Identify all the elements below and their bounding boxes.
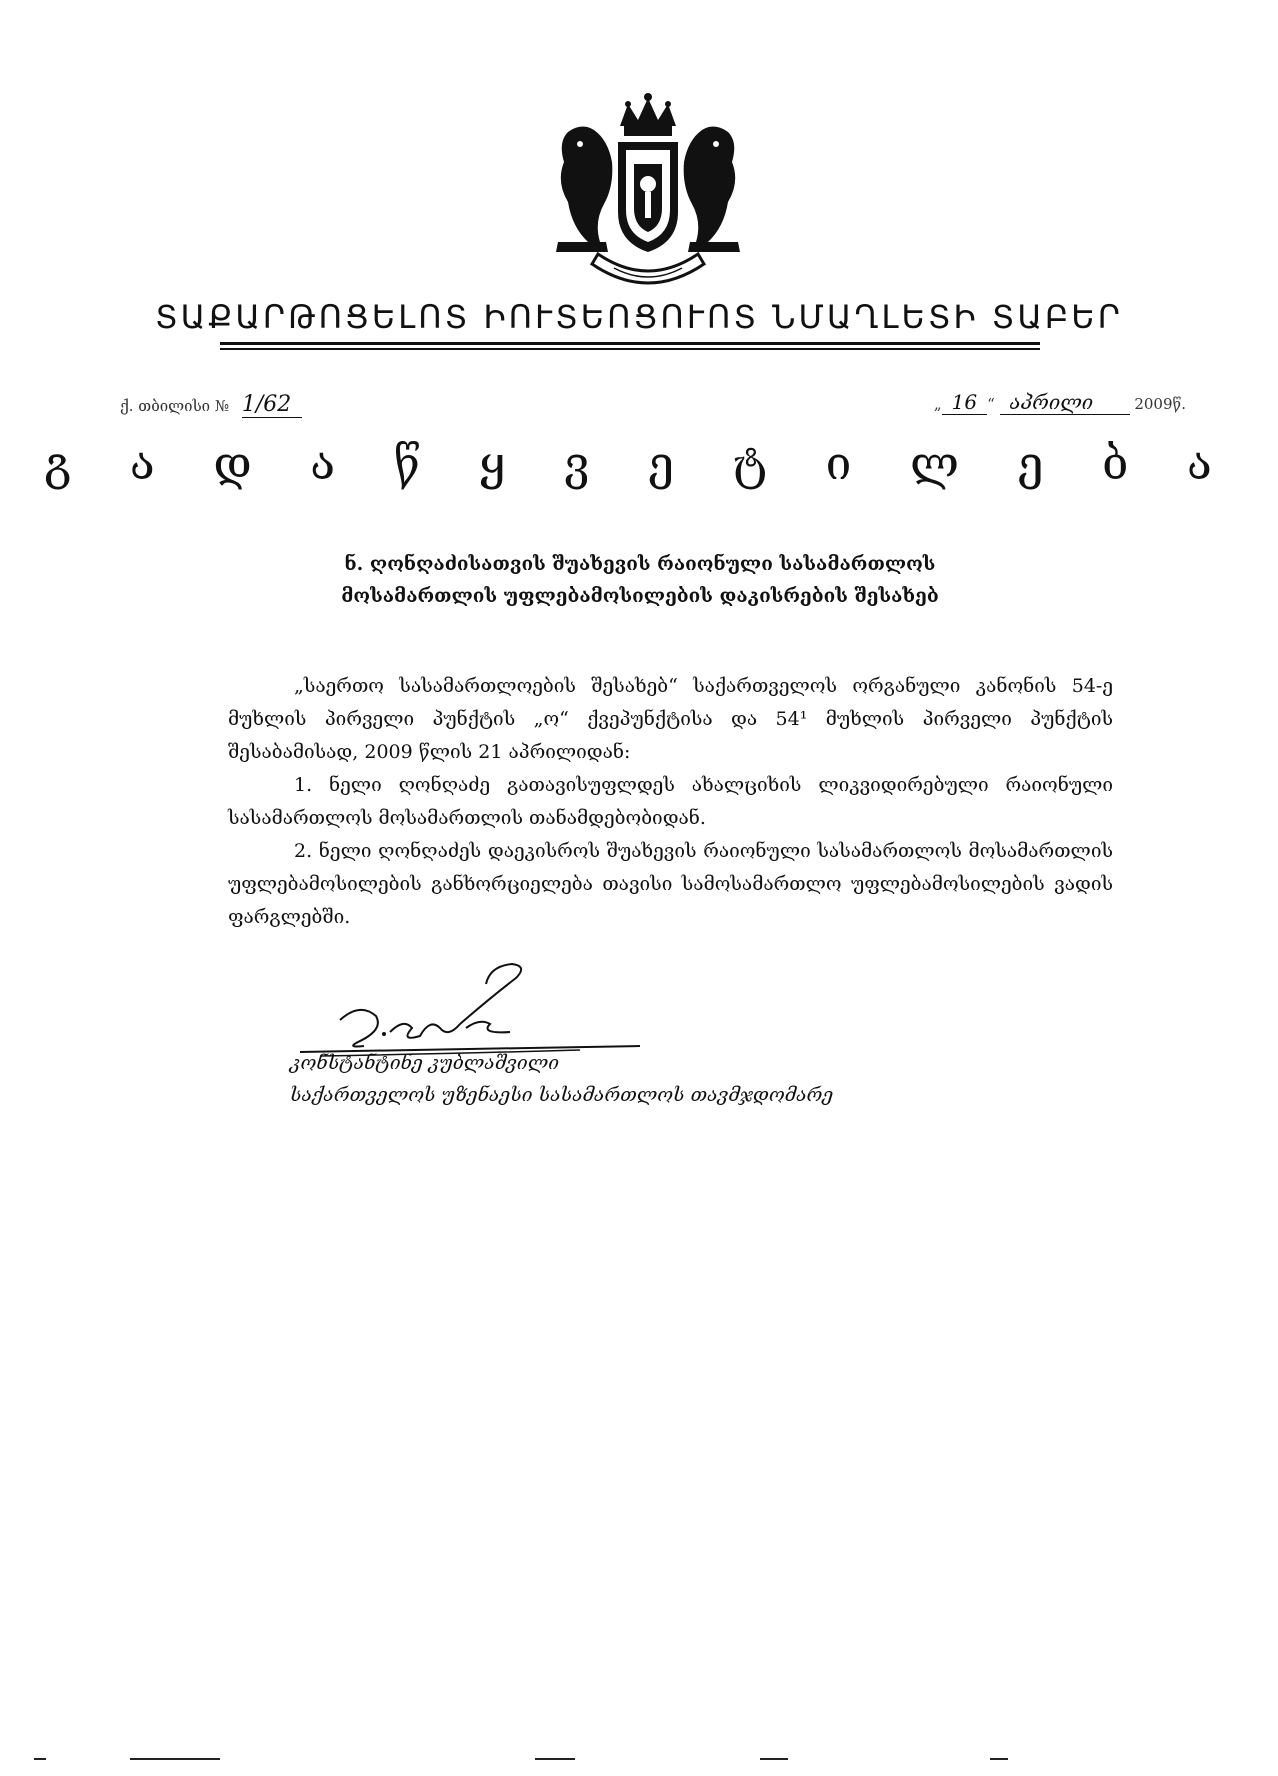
signatory-name: კონსტანტინე კუბლაშვილი bbox=[290, 1052, 560, 1074]
subject-line-1: ნ. ღონღაძისათვის შუახევის რაიონული სასამართლოს bbox=[344, 553, 936, 575]
scan-mark bbox=[34, 1758, 46, 1760]
institution-title: ՏԱՔԱՐԹՈՑԵԼՈՏ ԻՈՒՏԵՈՑՈՒՈՏ ՆՄԱՂԼԵՏԻ ՏԱԲԵՐ bbox=[155, 298, 1123, 336]
date-day: 16 bbox=[942, 390, 987, 415]
order-prefix: ქ. თბილისი № bbox=[120, 397, 230, 415]
date-field: „ 16 “ აპრილი 2009წ. bbox=[933, 390, 1186, 414]
subject-line-2: მოსამართლის უფლებამოსილების დაკისრების შესახებ bbox=[341, 585, 939, 607]
scan-mark bbox=[130, 1758, 220, 1760]
body-intro-paragraph: „საერთო სასამართლოების შესახებ“ საქართველოს ორგანული კანონის 54-ე მუხლის პირველი პუნქტის „ო“ ქვეპუნქტისა და 54¹ მუხლის პირველი პუნქტის შესაბამისად, 2009 წლის 21 აპრილიდან: bbox=[228, 675, 1113, 763]
header-rule-bottom bbox=[220, 348, 1040, 350]
scan-mark bbox=[760, 1758, 788, 1760]
order-number: 1/62 bbox=[242, 392, 302, 418]
signatory-title: საქართველოს უზენაესი სასამართლოს თავმჯდომარე bbox=[290, 1084, 834, 1106]
document-body bbox=[228, 670, 1113, 934]
coat-of-arms-emblem bbox=[528, 92, 768, 292]
date-month: აპრილი bbox=[1000, 390, 1130, 415]
header-rule-top bbox=[220, 342, 1040, 345]
scan-mark bbox=[990, 1758, 1008, 1760]
document-type-heading: გ ა დ ა წ ყ ვ ე ტ ი ლ ე ბ ა bbox=[44, 436, 1234, 490]
scan-mark bbox=[535, 1758, 575, 1760]
body-item-1: 1. ნელი ღონღაძე გათავისუფლდეს ახალციხის ლიკვიდირებული რაიონული სასამართლოს მოსამართლის თანამდებობიდან. bbox=[228, 774, 1113, 829]
document-subject bbox=[260, 548, 1020, 612]
order-number-field bbox=[120, 392, 302, 418]
date-year: 2009წ. bbox=[1134, 395, 1186, 413]
body-item-2: 2. ნელი ღონღაძეს დაეკისროს შუახევის რაიონული სასამართლოს მოსამართლის უფლებამოსილების განხორციელება თავისი სამოსამართლო უფლებამოსილების ვადის ფარგლებში. bbox=[228, 840, 1113, 928]
